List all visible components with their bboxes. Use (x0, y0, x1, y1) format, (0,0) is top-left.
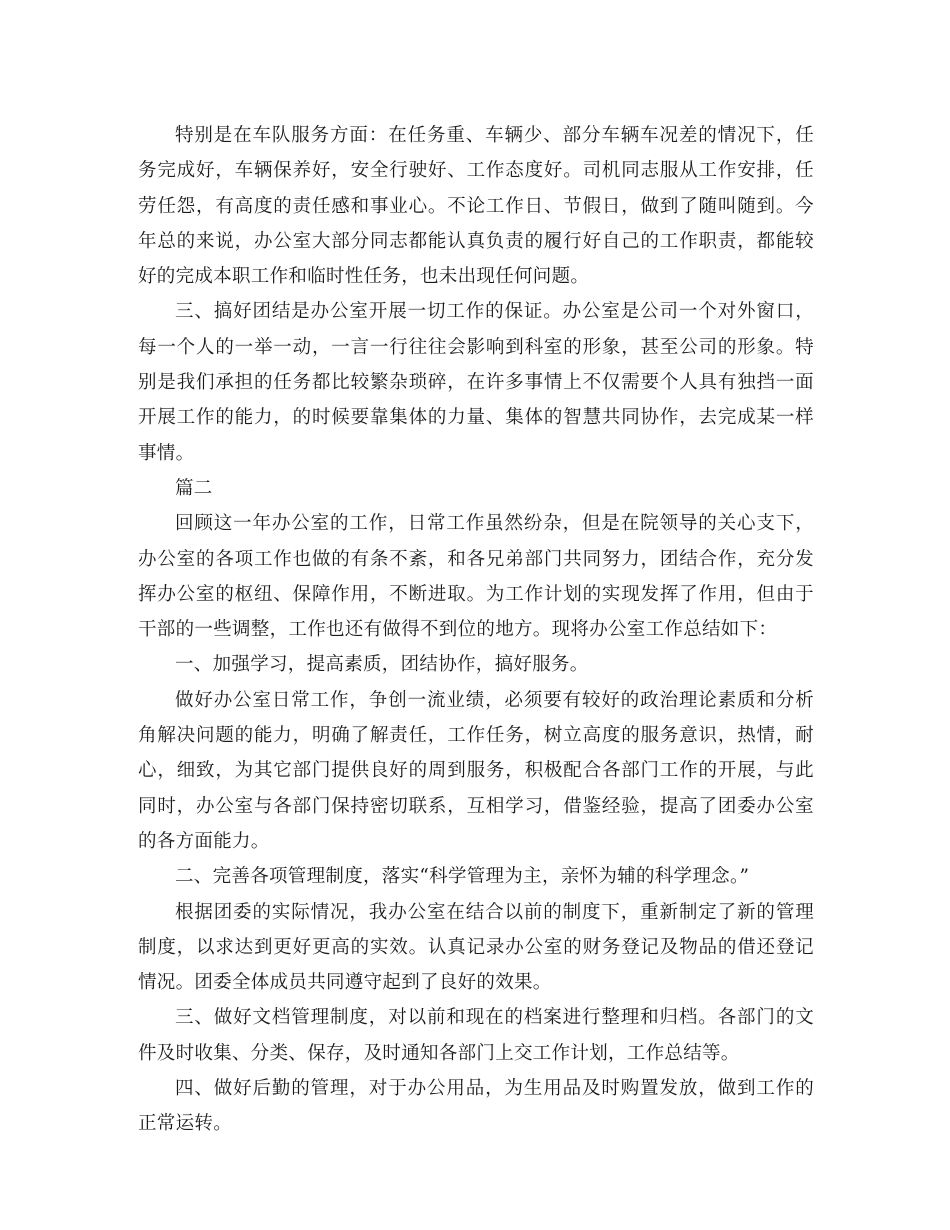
heading-point-one: 一、加强学习，提高素质，团结协作，搞好服务。 (175, 654, 589, 676)
section-heading-part-two: 篇二 (175, 477, 213, 499)
paragraph-unity: 三、搞好团结是办公室开展一切工作的保证。办公室是公司一个对外窗口，每一个人的一举一动，一言一行往往会影响到科室的形象，甚至公司的形象。特别是我们承担的任务都比较繁杂琐碎，在许多事情上不仅需要个人具有独挡一面开展工作的能力，的时候要靠集体的力量、集体的智慧共同协作，去完成某一样事情。 (138, 301, 814, 464)
paragraph-daily-work: 做好办公室日常工作，争创一流业绩，必须要有较好的政治理论素质和分析角解决问题的能力，明确了解责任，工作任务，树立高度的服务意识，热情，耐心，细致，为其它部门提供良好的周到服务，积极配合各部门工作的开展，与此同时，办公室与各部门保持密切联系，互相学习，借鉴经验，提高了团委办公室的各方面能力。 (138, 689, 814, 852)
paragraph-rules: 根据团委的实际情况，我办公室在结合以前的制度下，重新制定了新的管理制度，以求达到更好更高的实效。认真记录办公室的财务登记及物品的借还登记情况。团委全体成员共同遵守起到了良好的效果。 (138, 901, 814, 994)
paragraph-archives: 三、做好文档管理制度，对以前和现在的档案进行整理和归档。各部门的文件及时收集、分类、保存，及时通知各部门上交工作计划，工作总结等。 (138, 1007, 814, 1064)
heading-point-two: 二、完善各项管理制度，落实“科学管理为主，亲怀为辅的科学理念。” (175, 866, 750, 888)
paragraph-fleet-service: 特别是在车队服务方面：在任务重、车辆少、部分车辆车况差的情况下，任务完成好，车辆保养好，安全行驶好、工作态度好。司机同志服从工作安排，任劳任怨，有高度的责任感和事业心。不论工作日、节假日，做到了随叫随到。今年总的来说，办公室大部分同志都能认真负责的履行好自己的工作职责，都能较好的完成本职工作和临时性任务，也未出现任何问题。 (138, 125, 814, 288)
paragraph-review: 回顾这一年办公室的工作，日常工作虽然纷杂，但是在院领导的关心支下，办公室的各项工作也做的有条不紊，和各兄弟部门共同努力，团结合作，充分发挥办公室的枢纽、保障作用，不断进取。为工作计划的实现发挥了作用，但由于干部的一些调整，工作也还有做得不到位的地方。现将办公室工作总结如下： (138, 513, 814, 641)
paragraph-logistics: 四、做好后勤的管理，对于办公用品，为生用品及时购置发放，做到工作的正常运转。 (138, 1078, 814, 1135)
document-body (138, 118, 814, 1142)
